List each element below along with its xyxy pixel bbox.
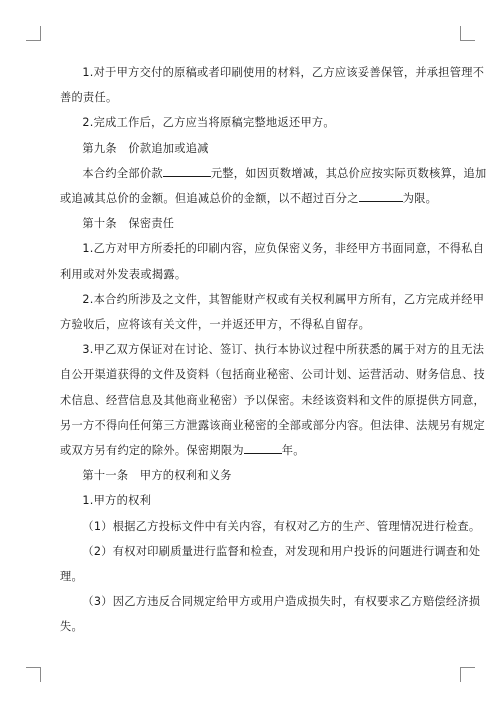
clause-10-item-2-line-2: 方验收后，应将该有关文件，一并返还甲方，不得私自留存。 [60, 318, 371, 332]
clause-10-item-1-line-1: 1.乙方对甲方所委托的印刷内容，应负保密义务，非经甲方书面同意，不得私自 [82, 242, 485, 256]
clause-10-item-3-line-3: 术信息、经营信息及其他商业秘密）予以保密。未经该资料和文件的原提供方同意， [60, 393, 486, 407]
clause-9-text-c: 或追减其总价的金额。但追减总价的金额，以不超过百分之 [60, 192, 359, 206]
crop-mark-bottom-right [460, 667, 475, 682]
clause-9-line-2 [60, 186, 444, 211]
clause-11-right-3-line-1: （3）因乙方违反合同规定给甲方或用户造成损失时，有权要求乙方赔偿经济损 [82, 595, 481, 609]
crop-mark-bottom-left [26, 667, 41, 682]
price-blank[interactable] [163, 164, 211, 177]
clause-11-right-2-line-2: 理。 [60, 570, 83, 584]
clause-9-heading: 第九条 价款追加或追减 [82, 141, 209, 155]
clause-8-item-1-line-2: 善的责任。 [60, 91, 118, 105]
clause-10-item-3-line-1: 3.甲乙双方保证对在讨论、签订、执行本协议过程中所获悉的属于对方的且无法 [82, 343, 485, 357]
clause-9-line-1 [60, 161, 487, 186]
clause-11-right-2-line-1: （2）有权对印刷质量进行监督和检查，对发现和用户投诉的问题进行调查和处 [82, 544, 481, 558]
clause-11-subheading: 1.甲方的权利 [82, 494, 152, 508]
clause-10-text-a: 或双方另有约定的除外。保密期限为 [60, 444, 244, 458]
clause-10-item-3-line-2: 自公开渠道获得的文件及资料（包括商业秘密、公司计划、运营活动、财务信息、技 [60, 368, 486, 382]
clause-8-item-2: 2.完成工作后，乙方应当将原稿完整地返还甲方。 [82, 116, 335, 130]
clause-11-right-3-line-2: 失。 [60, 620, 83, 634]
clause-9-text-d: 为限。 [402, 192, 438, 206]
clause-9-text-a: 本合约全部价款 [82, 166, 163, 180]
crop-mark-top-right [460, 26, 475, 41]
crop-mark-top-left [26, 26, 41, 41]
clause-10-item-3-line-4: 另一方不得向任何第三方泄露该商业秘密的全部或部分内容。但法律、法规另有规定 [60, 418, 486, 432]
clause-8-item-1-line-1: 1.对于甲方交付的原稿或者印刷使用的材料，乙方应该妥善保管，并承担管理不 [82, 66, 485, 79]
clause-10-text-b: 年。 [281, 444, 305, 458]
confidentiality-period-blank[interactable] [244, 441, 282, 454]
percent-blank[interactable] [359, 189, 403, 202]
document-page [60, 60, 487, 640]
clause-11-right-1: （1）根据乙方投标文件中有关内容，有权对乙方的生产、管理情况进行检查。 [82, 519, 481, 533]
clause-10-item-2-line-1: 2.本合约所涉及之文件，其智能财产权或有关权利属甲方所有，乙方完成并经甲 [82, 292, 485, 306]
clause-10-item-3-line-5 [60, 438, 444, 463]
clause-10-heading: 第十条 保密责任 [82, 217, 175, 231]
clause-10-item-1-line-2: 利用或对外发表或揭露。 [60, 267, 187, 281]
clause-9-text-b: 元整，如因页数增减，其总价应按实际页数核算，追加 [210, 166, 487, 180]
clause-11-heading: 第十一条 甲方的权利和义务 [82, 469, 232, 483]
